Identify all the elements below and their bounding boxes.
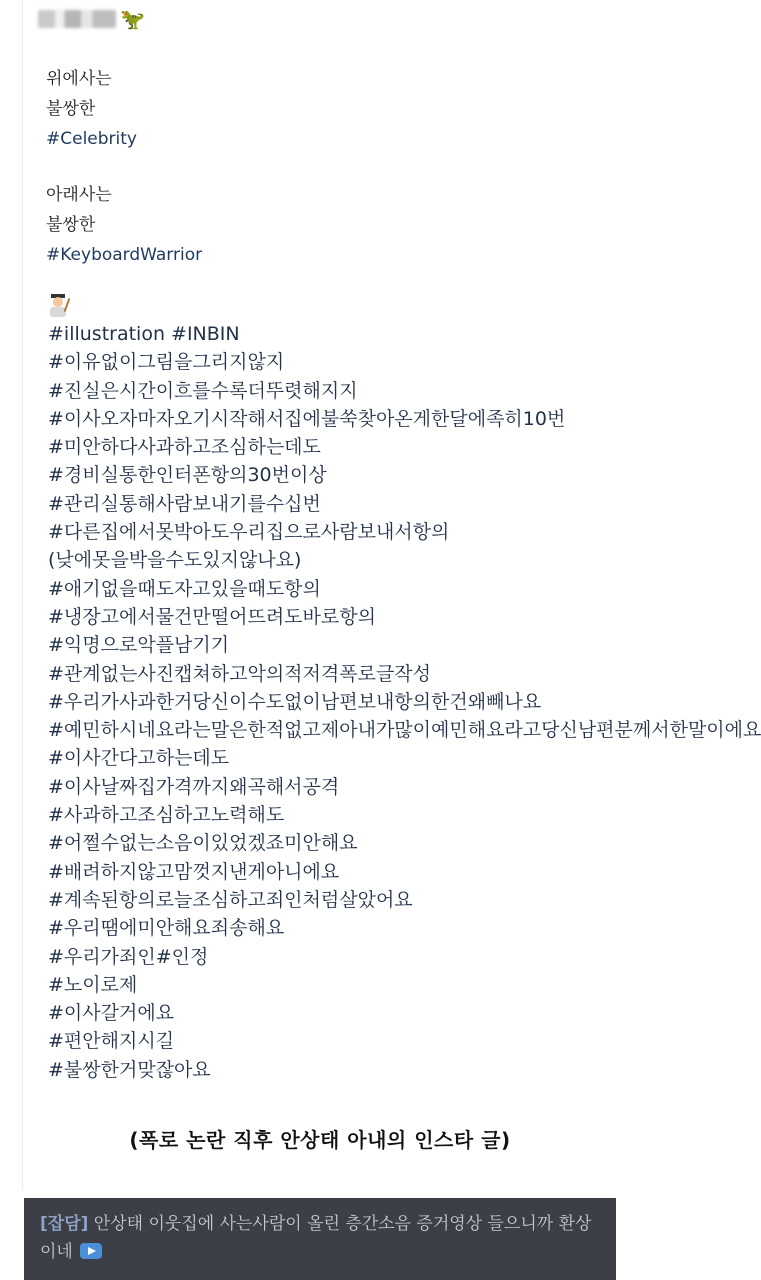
hashtag-line[interactable]: #이유없이그림을그리지않지 xyxy=(48,351,285,374)
hashtag-line[interactable]: #어쩔수없는소음이있었겠죠미안해요 xyxy=(48,832,358,855)
hashtag-line[interactable]: #냉장고에서물건만떨어뜨려도바로항의 xyxy=(48,605,376,628)
hashtag-line[interactable]: #이사오자마자오기시작해서집에불쑥찾아온게한달에족히10번 xyxy=(48,407,566,430)
hashtag-line[interactable]: #불쌍한거맞잖아요 xyxy=(48,1058,211,1081)
hashtag-line[interactable]: #계속된항의로늘조심하고죄인처럼살았어요 xyxy=(48,888,413,911)
hashtag-line[interactable]: #우리가사과한거당신이수도없이남편보내항의한건왜빼나요 xyxy=(48,690,542,713)
hashtag-line[interactable]: #우리가죄인#인정 xyxy=(48,945,209,968)
hashtag-line: (낮에못을박을수도있지않나요) xyxy=(48,549,302,572)
blurred-username xyxy=(38,10,116,28)
hashtag-line[interactable]: #이사날짜집가격까지왜곡해서공격 xyxy=(48,775,340,798)
hashtag-line[interactable]: #우리땜에미안해요죄송해요 xyxy=(48,917,285,940)
intro-line: 불쌍한 xyxy=(46,99,96,119)
hashtag-line[interactable]: #사과하고조심하고노력해도 xyxy=(48,804,285,827)
related-post-banner[interactable] xyxy=(24,1198,616,1280)
hashtag-line[interactable]: #편안해지시길 xyxy=(48,1030,175,1053)
related-post-title[interactable]: 안상태 이웃집에 사는사람이 올린 층간소음 증거영상 들으니까 환상이네 xyxy=(40,1214,592,1262)
hashtag-line[interactable]: #경비실통한인터폰항의30번이상 xyxy=(48,464,327,487)
hashtag-line[interactable]: #관계없는사진캡쳐하고악의적저격폭로글작성 xyxy=(48,662,432,685)
category-tag: [잡담] xyxy=(40,1214,89,1234)
hashtag-celebrity[interactable]: #Celebrity xyxy=(46,129,137,149)
hashtag-line[interactable]: #이사간다고하는데도 xyxy=(48,747,230,770)
hashtag-line[interactable]: #관리실통해사람보내기를수십번 xyxy=(48,492,321,515)
hashtag-line[interactable]: #미안하다사과하고조심하는데도 xyxy=(48,436,321,459)
intro-text xyxy=(46,64,202,270)
hashtag-line[interactable]: #illustration #INBIN xyxy=(48,323,240,345)
hashtag-line[interactable]: #다른집에서못박아도우리집으로사람보내서항의 xyxy=(48,521,450,544)
hashtag-keyboardwarrior[interactable]: #KeyboardWarrior xyxy=(46,245,203,265)
hashtag-line[interactable]: #노이로제 xyxy=(48,973,138,996)
intro-line: 위에사는 xyxy=(46,69,112,89)
post-header xyxy=(38,6,145,32)
hashtag-line[interactable]: #진실은시간이흐를수록더뚜렷해지지 xyxy=(48,379,358,402)
photo-caption: (폭로 논란 직후 안상태 아내의 인스타 글) xyxy=(129,1128,511,1152)
hashtag-line[interactable]: #배려하지않고맘껏지낸게아니에요 xyxy=(48,860,340,883)
hashtag-list xyxy=(48,320,761,1084)
play-icon xyxy=(80,1243,102,1259)
dinosaur-icon: 🦖 xyxy=(120,7,145,31)
hashtag-line[interactable]: #익명으로악플남기기 xyxy=(48,634,230,657)
hashtag-line[interactable]: #예민하시네요라는말은한적없고제아내가많이예민해요라고당신남편분께서한말이에요 xyxy=(48,719,761,742)
intro-line: 아래사는 xyxy=(46,185,112,205)
intro-line: 불쌍한 xyxy=(46,215,96,235)
hashtag-line[interactable]: #이사갈거에요 xyxy=(48,1002,175,1025)
left-margin-line xyxy=(22,0,23,1190)
artist-emoji-icon xyxy=(46,292,72,318)
hashtag-line[interactable]: #애기없을때도자고있을때도항의 xyxy=(48,577,321,600)
